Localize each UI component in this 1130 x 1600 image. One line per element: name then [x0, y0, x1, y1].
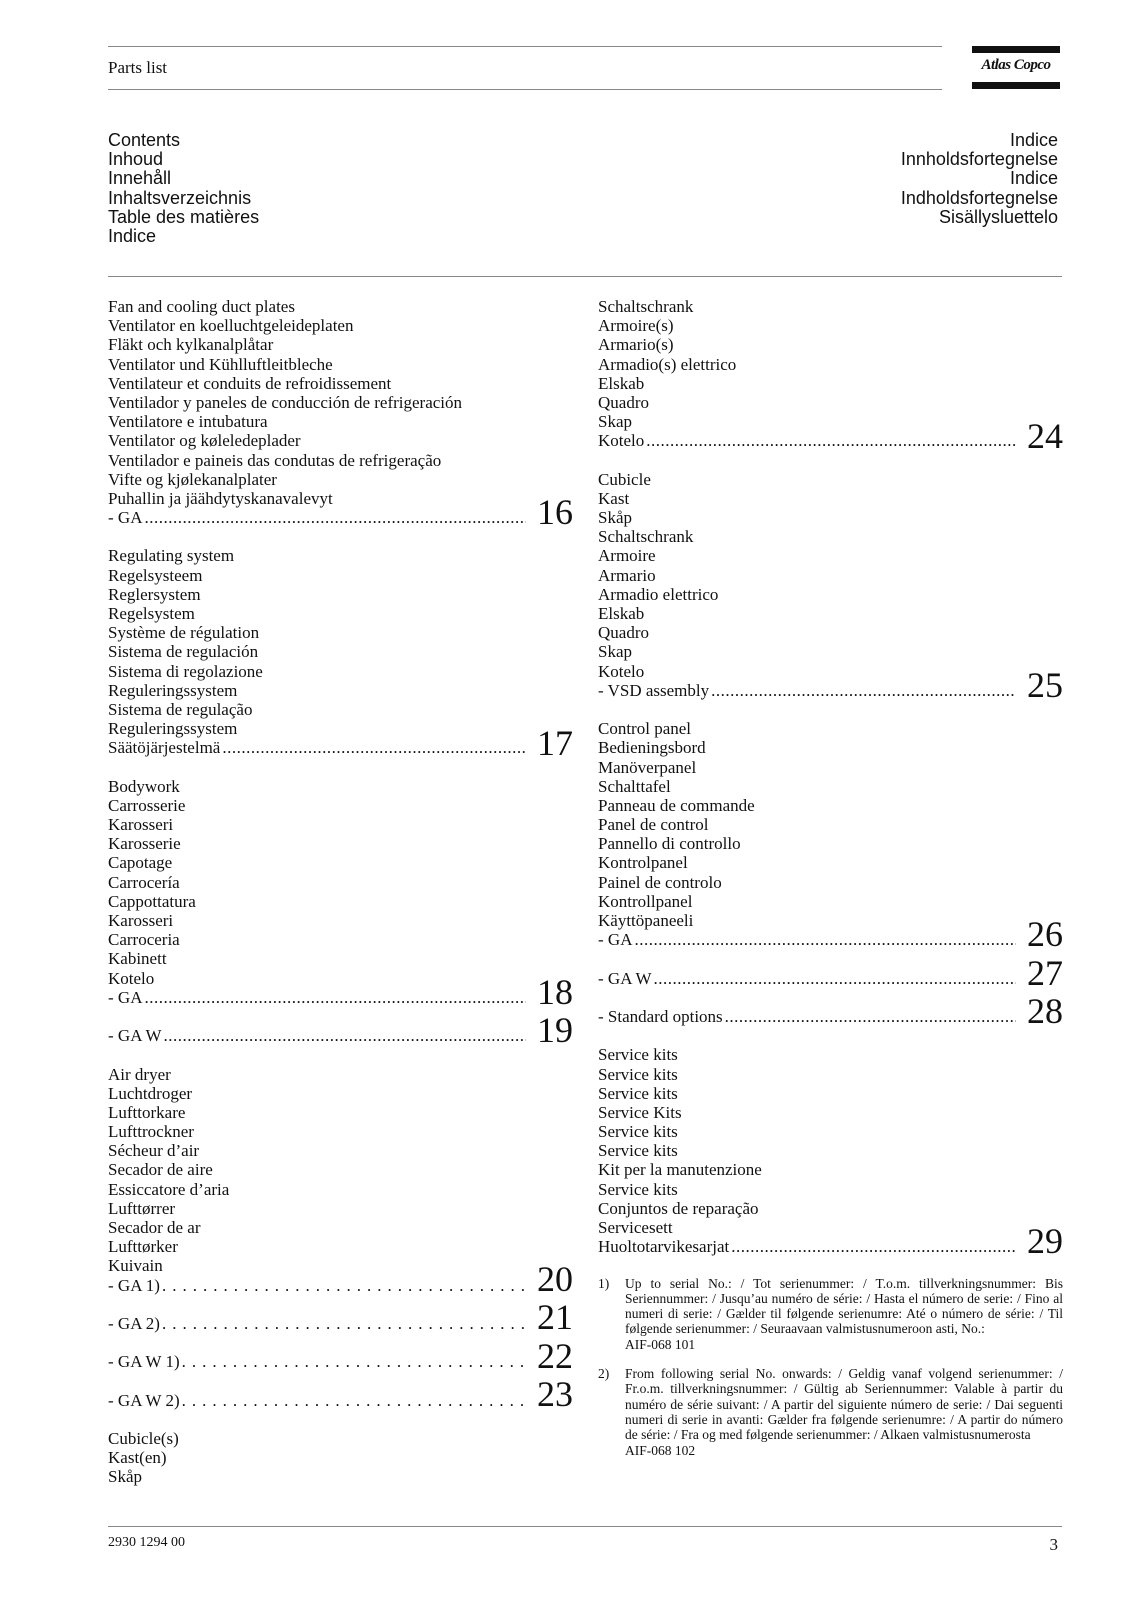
section-line: Lufttørker: [108, 1237, 178, 1257]
toc-leader-dots: [182, 1391, 526, 1410]
toc-page-number: 24: [1027, 415, 1063, 456]
section-line: Skåp: [598, 508, 632, 528]
section-line: Kontrolpanel: [598, 853, 688, 873]
toc-entry-label: - GA 2): [108, 1313, 160, 1333]
section-line: Armadio(s) elettrico: [598, 354, 737, 374]
section-line: Regelsysteem: [108, 565, 203, 585]
section-line: Schaltschrank: [598, 527, 694, 547]
section-gap: [598, 451, 1063, 470]
section-line: Lufttørrer: [108, 1198, 176, 1218]
section-line: Reguleringssystem: [108, 719, 238, 739]
footnote-code: AIF-068 102: [625, 1442, 696, 1458]
section-line: Bodywork: [108, 776, 180, 796]
toc-page-number: 25: [1027, 664, 1063, 705]
section-line: Lufttrockner: [108, 1122, 194, 1142]
section-line: Käyttöpaneeli: [598, 911, 694, 930]
section-line: Schaltschrank: [598, 297, 694, 316]
section-line: Kast: [598, 488, 630, 508]
section-line: Cappottatura: [108, 891, 196, 911]
footnote-text: Up to serial No.: / Tot serienummer: / T.o.m. tillverkningsnummer: Bis Seriennummer: / Jusqu’au numéro de série: / Hasta el número de serie: / Fino al numeri di serie: / Gælder til følgende serienumre: Até o número de série: / Til følgende serienummer: / Seuraavaan valmistusnumeroon asti, No.:: [625, 1275, 1063, 1337]
section-line: Vifte og kjølekanalplater: [108, 469, 277, 489]
section-line: Karosseri: [108, 815, 174, 835]
contents-divider: [108, 276, 1062, 277]
contents-heading-line: Inhoud: [108, 149, 164, 170]
toc-page-number: 21: [537, 1297, 573, 1338]
toc-entry-label: - Standard options: [598, 1006, 723, 1026]
toc-leader-dots: [144, 508, 526, 527]
toc-entry-label: Kotelo: [598, 431, 645, 451]
document-number: 2930 1294 00: [108, 1535, 185, 1550]
section-line: Pannello di controllo: [598, 834, 741, 854]
section-line: Armario: [598, 565, 656, 585]
section-line: Elskab: [598, 373, 645, 393]
contents-heading-right: [901, 131, 1058, 227]
section-line: Kabinett: [108, 949, 167, 969]
section-line: Reguleringssystem: [108, 680, 238, 700]
section-line: Ventilateur et conduits de refroidissement: [108, 373, 392, 393]
section-gap: [598, 949, 1063, 968]
section-line: Elskab: [598, 604, 645, 623]
toc-leader-dots: [182, 1352, 526, 1371]
section-line: Ventilador y paneles de conducción de refrigeración: [108, 392, 463, 412]
toc-entry: [108, 1373, 573, 1414]
section-line: Cubicle: [598, 469, 651, 489]
section-gap: [598, 1256, 1063, 1275]
footnote: [598, 1276, 1063, 1352]
toc-page-number: 27: [1027, 952, 1063, 993]
section-line: Kast(en): [108, 1448, 167, 1468]
toc-leader-dots: [164, 1026, 526, 1045]
section-gap: [108, 1295, 573, 1314]
section-line: Cubicle(s): [108, 1429, 179, 1449]
section-line: Ventilatore e intubatura: [108, 412, 268, 432]
footnote-gap: [598, 1352, 1063, 1366]
toc-leader-dots: [654, 969, 1016, 988]
section-line: Skap: [598, 642, 632, 662]
section-line: Sistema de regulación: [108, 642, 259, 662]
section-gap: [108, 758, 573, 777]
toc-leader-dots: [162, 1276, 526, 1295]
section-line: Service Kits: [598, 1102, 682, 1122]
toc-entry: [598, 952, 1063, 993]
section-line: Capotage: [108, 853, 173, 873]
toc-entry-label: - GA W 1): [108, 1352, 180, 1372]
toc-leader-dots: [731, 1237, 1016, 1256]
section-line: Fläkt och kylkanalplåtar: [108, 335, 274, 355]
toc-leader-dots: [646, 431, 1016, 450]
section-line: Panneau de commande: [598, 795, 755, 815]
toc-entry-label: - GA: [598, 930, 633, 950]
section-line: Secador de ar: [108, 1218, 201, 1237]
section-line: Lufttorkare: [108, 1102, 186, 1122]
header-title: Parts list: [108, 58, 168, 77]
footnote: [598, 1366, 1063, 1458]
section-gap: [598, 1026, 1063, 1045]
section-gap: [108, 1007, 573, 1026]
contents-heading-line: Table des matières: [108, 206, 260, 227]
header-top-rule: [108, 46, 942, 47]
section-line: Armoire: [598, 546, 656, 566]
section-line: Armadio elettrico: [598, 584, 719, 604]
section-line: Quadro: [598, 392, 649, 412]
contents-left-column: [108, 297, 573, 1487]
footnote-marker: 2): [598, 1366, 610, 1382]
section-gap: [108, 1045, 573, 1064]
section-line: Panel de control: [598, 815, 709, 835]
section-gap: [108, 1410, 573, 1429]
section-line: Control panel: [598, 719, 692, 739]
section-line: Fan and cooling duct plates: [108, 297, 295, 316]
section-line: Reglersystem: [108, 584, 201, 604]
section-line: Painel de controlo: [598, 872, 722, 892]
footnote-marker: 1): [598, 1275, 610, 1291]
section-gap: [598, 700, 1063, 719]
section-line: Service kits: [598, 1083, 678, 1103]
section-line: Carrosserie: [108, 795, 186, 815]
section-line: Service kits: [598, 1122, 678, 1142]
contents-heading-line: Indice: [108, 225, 157, 246]
toc-entry: [108, 1335, 573, 1376]
toc-page-number: 23: [537, 1373, 573, 1414]
section-line: Service kits: [598, 1064, 678, 1084]
section-line: Sistema di regolazione: [108, 661, 263, 681]
toc-entry-label: Säätöjärjestelmä: [108, 738, 221, 758]
section-line: Ventilador e paineis das condutas de refrigeração: [108, 450, 442, 470]
section-line: Essiccatore d’aria: [108, 1179, 230, 1199]
section-line: Kit per la manutenzione: [598, 1160, 762, 1180]
section-line: Kontrollpanel: [598, 891, 693, 911]
section-line: Armario(s): [598, 335, 674, 355]
section-line: Karosserie: [108, 834, 181, 854]
footnote-text: From following serial No. onwards: / Geldig vanaf volgend serienummer: / Fr.o.m. tillverkningsnummer: / Gültig ab Seriennummer: Valable à partir du numéro de série suivant: / A partir del siguiente número de serie: / Dai seguenti numeri di serie in avanti: Gælder fra følgende serienumre: / A partir do número de série: / Fra og med følgende serienummer: / Alkaen valmistusnumerosta: [625, 1366, 1063, 1443]
section-line: Air dryer: [108, 1064, 171, 1084]
toc-page-number: 17: [537, 722, 573, 763]
toc-page-number: 16: [537, 492, 573, 533]
section-gap: [108, 527, 573, 546]
footnote-code: AIF-068 101: [625, 1336, 696, 1352]
section-line: Regelsystem: [108, 604, 195, 623]
toc-leader-dots: [725, 1007, 1016, 1026]
section-line: Carrocería: [108, 872, 180, 892]
section-line: Ventilator en koelluchtgeleideplaten: [108, 316, 354, 336]
section-gap: [108, 1333, 573, 1352]
contents-heading-line: Indice: [1009, 130, 1058, 150]
toc-page-number: 18: [537, 971, 573, 1012]
section-line: Service kits: [598, 1141, 678, 1161]
toc-entry-label: - GA 1): [108, 1275, 160, 1295]
toc-leader-dots: [162, 1314, 526, 1333]
contents-right-column: [598, 297, 1063, 1458]
section-line: Puhallin ja jäähdytyskanavalevyt: [108, 488, 333, 508]
section-gap: [108, 1372, 573, 1391]
section-line: Skap: [598, 412, 632, 432]
section-gap: [598, 988, 1063, 1007]
atlas-copco-logo: [972, 46, 1060, 90]
footnotes: [598, 1276, 1063, 1458]
toc-page-number: 26: [1027, 914, 1063, 955]
toc-leader-dots: [711, 681, 1016, 700]
section-line: Quadro: [598, 623, 649, 643]
section-line: Regulating system: [108, 546, 235, 566]
section-line: Service kits: [598, 1045, 678, 1065]
section-line: Ventilator und Kühlluftleitbleche: [108, 354, 333, 374]
contents-heading-line: Indholdsfortegnelse: [900, 187, 1058, 208]
contents-heading-line: Sisällysluettelo: [938, 206, 1058, 227]
header-bottom-rule: [108, 89, 942, 90]
contents-heading-line: Innehåll: [108, 168, 172, 189]
section-line: Sécheur d’air: [108, 1141, 200, 1161]
section-line: Carroceria: [108, 930, 180, 950]
section-line: Secador de aire: [108, 1160, 213, 1180]
toc-leader-dots: [144, 988, 526, 1007]
section-line: Conjuntos de reparação: [598, 1198, 759, 1218]
section-line: Armoire(s): [598, 316, 674, 336]
section-line: Karosseri: [108, 911, 174, 930]
section-line: Kotelo: [598, 661, 645, 681]
toc-entry-label: - GA W 2): [108, 1390, 180, 1410]
toc-page-number: 28: [1027, 991, 1063, 1032]
section-line: Manöverpanel: [598, 757, 697, 777]
contents-heading-line: Contents: [108, 130, 181, 150]
section-line: Schalttafel: [598, 776, 671, 796]
contents-heading-left: [108, 131, 259, 246]
section-line: Bedieningsbord: [598, 738, 706, 758]
section-line: Skåp: [108, 1467, 142, 1487]
section-line: Service kits: [598, 1179, 678, 1199]
toc-page-number: 22: [537, 1335, 573, 1376]
toc-entry-label: Huoltotarvikesarjat: [598, 1237, 730, 1257]
toc-page-number: 20: [537, 1258, 573, 1299]
toc-entry-label: - GA W: [598, 968, 652, 988]
section-line: Luchtdroger: [108, 1083, 193, 1103]
toc-entry-label: - GA: [108, 508, 143, 528]
contents-heading-line: Indice: [1009, 168, 1058, 189]
toc-leader-dots: [634, 930, 1016, 949]
toc-leader-dots: [222, 738, 526, 757]
toc-entry: [108, 1297, 573, 1338]
toc-page-number: 19: [537, 1010, 573, 1051]
toc-entry-label: - VSD assembly: [598, 680, 710, 700]
logo-text: Atlas Copco: [981, 57, 1051, 73]
section-line: Système de régulation: [108, 623, 260, 643]
footer-rule: [108, 1526, 1062, 1527]
section-line: Ventilator og køleledeplader: [108, 431, 301, 451]
toc-entry: [598, 991, 1063, 1032]
toc-entry-label: - GA: [108, 987, 143, 1007]
toc-entry: [108, 1010, 573, 1051]
contents-heading-line: Innholdsfortegnelse: [900, 149, 1058, 170]
page-number: 3: [1049, 1535, 1058, 1554]
section-line: Sistema de regulação: [108, 699, 253, 719]
toc-page-number: 29: [1027, 1221, 1063, 1262]
section-line: Kotelo: [108, 968, 155, 988]
toc-entry-label: - GA W: [108, 1026, 162, 1046]
section-line: Kuivain: [108, 1256, 163, 1276]
section-line: Servicesett: [598, 1218, 673, 1237]
contents-heading-line: Inhaltsverzeichnis: [108, 187, 252, 208]
